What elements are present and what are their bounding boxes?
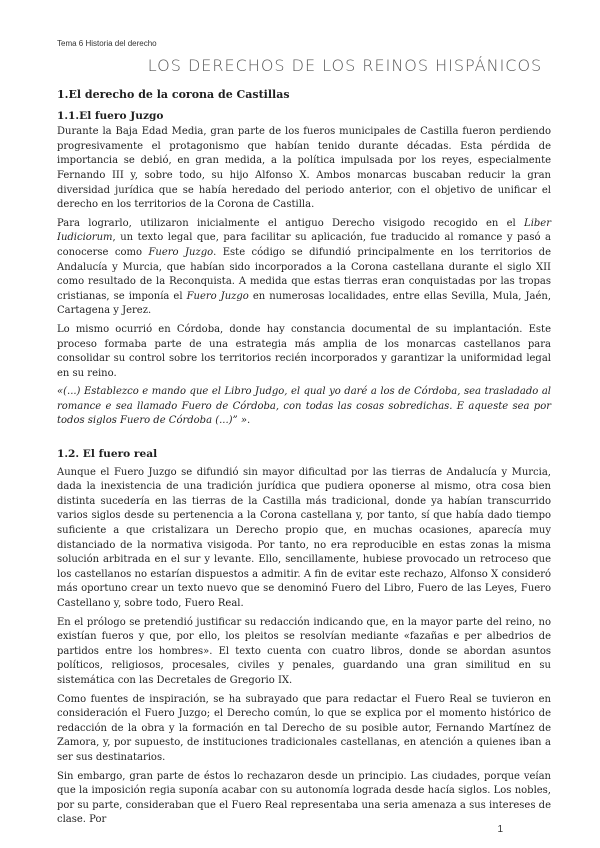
subsection-heading-1-1: 1.1.El fuero Juzgo: [57, 109, 164, 122]
paragraph-1: Durante la Baja Edad Media, gran parte de los fueros municipales de Castilla fueron perdiendo progresivamente el protagonismo que habían tenido durante décadas. Esta pérdida de importancia se debió, en gran medida, a la política impulsada por los reyes, especialmente Fernando III y, sobre todo, su hijo Alfonso X. Ambos monarcas buscaban reducir la gran diversidad jurídica que se había heredado del periodo anterior, con el objetivo de unificar el derecho en los territorios de la Corona de Castilla.: [57, 126, 551, 211]
p2-fuero-juzgo-2: Fuero Juzgo: [186, 290, 249, 302]
page-number: 1: [497, 824, 503, 835]
p2-text-d: en numerosas localidades, entre ellas Sevilla, Mula, Jaén, Cartagena y Jerez.: [57, 290, 551, 317]
p2-liber-iudiciorum: Liber Iudiciorum: [57, 217, 551, 244]
p2-text-b: , un texto legal que, para facilitar su aplicación, fue traducido al romance y pasó a conocerse como: [57, 232, 551, 258]
section-heading-1: 1.El derecho de la corona de Castillas: [57, 88, 290, 101]
paragraph-6: Como fuentes de inspiración, se ha subrayado que para redactar el Fuero Real se tuvieron en consideración el Fuero Juzgo; el Derecho común, lo que se explica por el momento histórico de redacción de la obra y la formación en tal Derecho de su posible autor, Fernando Martínez de Zamora, y, por supuesto, de instituciones tradicionales castellanas, en atención a quienes iban a ser sus destinatarios.: [57, 693, 551, 763]
paragraph-4: Aunque el Fuero Juzgo se difundió sin mayor dificultad por las tierras de Andalucía y Murcia, dada la inexistencia de una tradición jurídica que pudiera oponerse al mismo, otra cosa bien distinta sucedería en las tierras de la Castilla más tradicional, donde ya habían transcurrido varios siglos desde su pertenencia a la Corona castellana y, por tanto, sí que había dado tiempo suficiente a que cristalizara un Derecho propio que, en muchas ocasiones, aparecía muy distanciado de la normativa visigoda. Por tanto, no era reproducible en estas zonas la misma solución arbitrada en el sur y levante. Ello, sencillamente, hubiese provocado un retroceso que los castellanos no estarían dispuestos a admitir. A fin de evitar este rechazo, Alfonso X consideró más oportuno crear un texto nuevo que se denominó Fuero del Libro, Fuero de las Leyes, Fuero Castellano y, sobre todo, Fuero Real.: [57, 466, 551, 609]
p2-text-c: . Este código se difundió principalmente en los territorios de Andalucía y Murcia, que habían sido incorporados a la Corona castellana durante el siglo XII como resultado de la Reconquista. A medida que estas tierras eran conquistadas por las tropas cristianas, se imponía el: [57, 246, 551, 302]
paragraph-7: Sin embargo, gran parte de éstos lo rechazaron desde un principio. Las ciudades, porque veían que la imposición regia suponía acabar con su autonomía lograda desde hacía siglos. Los nobles, por su parte, consideraban que el Fuero Real representaba una seria amenaza a sus intereses de clase. Por: [57, 770, 551, 826]
paragraph-3: Lo mismo ocurrió en Córdoba, donde hay constancia documental de su implantación. Este proceso formaba parte de una estrategia más amplia de los monarcas castellanos para consolidar su control sobre los territorios recién incorporados y garantizar la uniformidad legal en su reino.: [57, 323, 551, 379]
p2-text-a: Para lograrlo, utilizaron inicialmente el antiguo Derecho visigodo recogido en el: [57, 217, 525, 229]
paragraph-5: En el prólogo se pretendió justificar su redacción indicando que, en la mayor parte del reino, no existían fueros y que, por ello, los pleitos se resolvían mediante «fazañas e per albedrios de partidos entre los hombres». El texto cuenta con cuatro libros, donde se abordan asuntos políticos, religiosos, procesales, civiles y penales, guardando una gran similitud en su sistemática con las Decretales de Gregorio IX.: [57, 616, 551, 686]
document-body: [57, 88, 551, 832]
running-header: Tema 6 Historia del derecho: [57, 39, 157, 48]
paragraph-2: [57, 217, 551, 319]
quote-paragraph: «(...) Establezco e mando que el Libro Judgo, el qual yo daré a los de Córdoba, sea trasladado al romance e sea llamado Fuero de Córdoba, con todas las cosas sobredichas. E aqueste sea por todos siglos Fuero de Córdoba (...)” ».: [57, 386, 551, 427]
page-title: LOS DERECHOS DE LOS REINOS HISPÁNICOS: [147, 56, 543, 75]
subsection-heading-1-2: 1.2. El fuero real: [57, 448, 158, 461]
p2-fuero-juzgo-1: Fuero Juzgo: [148, 246, 214, 258]
